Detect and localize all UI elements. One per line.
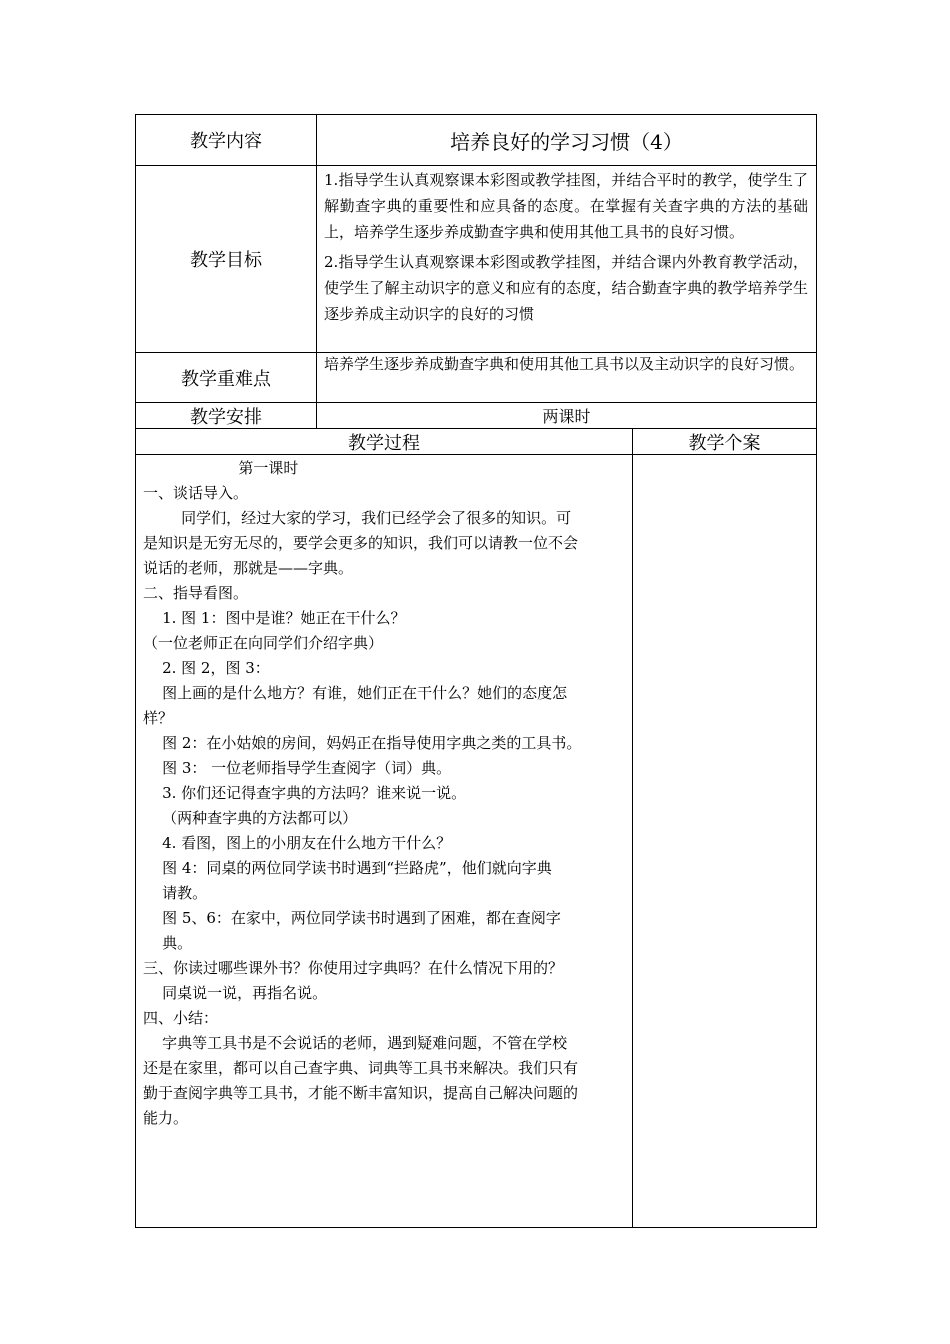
lesson-title: 培养良好的学习习惯（4） <box>450 129 683 154</box>
process-line: 3. 你们还记得查字典的方法吗？谁来说一说。 <box>143 784 467 802</box>
process-line: 图上画的是什么地方？有谁，她们正在干什么？她们的态度怎 <box>143 684 568 702</box>
process-line: 同学们，经过大家的学习，我们已经学会了很多的知识。可 <box>143 509 572 527</box>
process-line: 三、你读过哪些课外书？你使用过字典吗？在什么情况下用的？ <box>143 959 564 977</box>
label-teaching-goals: 教学目标 <box>190 250 262 271</box>
header-teaching-process: 教学过程 <box>348 432 420 454</box>
process-line: 勤于查阅字典等工具书，才能不断丰富知识，提高自己解决问题的 <box>143 1084 579 1102</box>
process-line: 请教。 <box>143 884 208 902</box>
label-schedule: 教学安排 <box>190 406 262 428</box>
process-line: 说话的老师，那就是——字典。 <box>143 559 354 577</box>
process-line: 第一课时 <box>143 459 299 477</box>
process-line: 能力。 <box>143 1109 189 1127</box>
process-line: 同桌说一说，再指名说。 <box>143 984 328 1002</box>
process-line: 2. 图 2，图 3： <box>143 659 270 677</box>
process-line: 字典等工具书是不会说话的老师，遇到疑难问题，不管在学校 <box>143 1034 568 1052</box>
process-line: 二、指导看图。 <box>143 584 249 602</box>
process-line: 图 3： 一位老师指导学生查阅字（词）典。 <box>143 759 452 777</box>
process-line: （两种查字典的方法都可以） <box>143 809 358 827</box>
process-line: 典。 <box>143 934 193 952</box>
process-line: （一位老师正在向同学们介绍字典） <box>143 634 384 652</box>
teaching-process-body <box>143 456 627 1226</box>
table-border-bottom <box>135 1227 817 1228</box>
process-line: 样？ <box>143 709 174 727</box>
process-line: 一、谈话导入。 <box>143 484 249 502</box>
label-key-difficulties: 教学重难点 <box>181 368 271 390</box>
teaching-cases-body <box>633 455 816 1227</box>
process-line: 是知识是无穷无尽的，要学会更多的知识，我们可以请教一位不会 <box>143 534 579 552</box>
process-line: 图 4：同桌的两位同学读书时遇到“拦路虎”，他们就向字典 <box>143 859 552 877</box>
header-teaching-cases: 教学个案 <box>688 432 761 454</box>
label-teaching-content: 教学内容 <box>190 131 262 152</box>
goal-item-2: 2.指导学生认真观察课本彩图或教学挂图，并结合课内外教育教学活动，使学生了解主动识字的意义和应有的态度，结合勤查字典的教学培养学生逐步养成主动识字的良好的习惯 <box>324 253 808 323</box>
process-line: 图 2：在小姑娘的房间，妈妈正在指导使用字典之类的工具书。 <box>143 734 582 752</box>
goal-item-1: 1.指导学生认真观察课本彩图或教学挂图，并结合平时的教学，使学生了解勤查字典的重要性和应具备的态度。在掌握有关查字典的方法的基础上，培养学生逐步养成勤查字典和使用其他工具书的良好习惯。 <box>324 171 808 241</box>
key-difficulties-text: 培养学生逐步养成勤查字典和使用其他工具书以及主动识字的良好习惯。 <box>324 355 805 373</box>
schedule-value: 两课时 <box>542 407 591 426</box>
process-line: 1. 图 1：图中是谁？她正在干什么？ <box>143 609 406 627</box>
process-line: 还是在家里，都可以自己查字典、词典等工具书来解决。我们只有 <box>143 1059 579 1077</box>
teaching-goals <box>324 167 808 352</box>
process-line: 图 5、6：在家中，两位同学读书时遇到了困难，都在查阅字 <box>143 909 561 927</box>
table-border-right <box>816 114 817 1228</box>
process-line: 四、小结： <box>143 1009 219 1027</box>
key-difficulties <box>324 352 808 402</box>
process-line: 4. 看图，图上的小朋友在什么地方干什么？ <box>143 834 452 852</box>
